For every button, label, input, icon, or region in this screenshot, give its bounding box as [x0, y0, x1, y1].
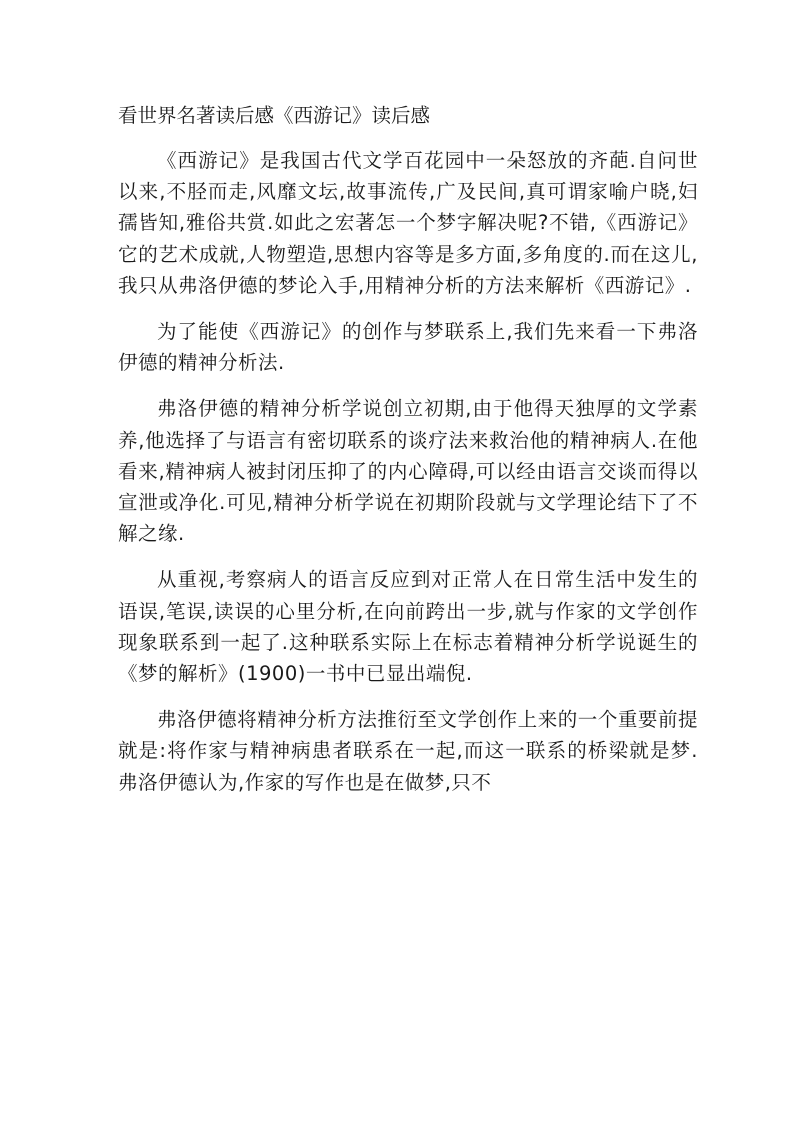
paragraph-3: 弗洛伊德的精神分析学说创立初期,由于他得天独厚的文学素养,他选择了与语言有密切联系的谈疗法来救治他的精神病人.在他看来,精神病人被封闭压抑了的内心障碍,可以经由语言交谈而得以宣泄或净化.可见,精神分析学说在初期阶段就与文学理论结下了不解之缘.	[118, 397, 698, 546]
document-body	[118, 145, 698, 813]
paragraph-2: 为了能使《西游记》的创作与梦联系上,我们先来看一下弗洛伊德的精神分析法.	[118, 320, 698, 375]
paragraph-1: 《西游记》是我国古代文学百花园中一朵怒放的齐葩.自问世以来,不胫而走,风靡文坛,故事流传,广及民间,真可谓家喻户晓,妇孺皆知,雅俗共赏.如此之宏著怎一个梦字解决呢?不错,《西游记》它的艺术成就,人物塑造,思想内容等是多方面,多角度的.而在这儿,我只从弗洛伊德的梦论入手,用精神分析的方法来解析《西游记》.	[118, 149, 698, 297]
paragraph-4: 从重视,考察病人的语言反应到对正常人在日常生活中发生的语误,笔误,读误的心里分析,在向前跨出一步,就与作家的文学创作现象联系到一起了.这种联系实际上在标志着精神分析学说诞生的《梦的解析》(1900)一书中已显出端倪.	[118, 568, 698, 686]
document-title: 看世界名著读后感《西游记》读后感	[118, 104, 431, 127]
paragraph-5: 弗洛伊德将精神分析方法推衍至文学创作上来的一个重要前提就是:将作家与精神病患者联系在一起,而这一联系的桥梁就是梦.弗洛伊德认为,作家的写作也是在做梦,只不	[118, 708, 698, 794]
